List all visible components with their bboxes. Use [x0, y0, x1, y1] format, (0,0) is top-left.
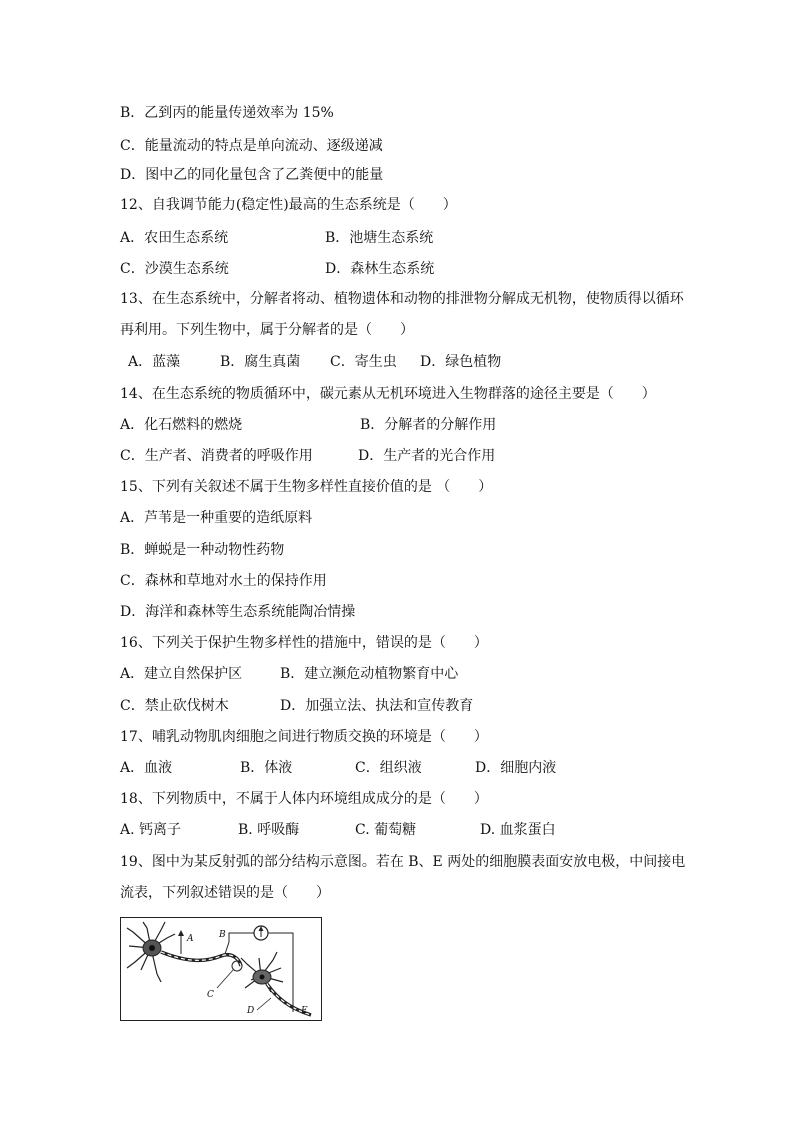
q17-option-b: B．体液: [240, 760, 293, 776]
q13-stem-line1: 13、在生态系统中，分解者将动、植物遗体和动物的排泄物分解成无机物，使物质得以循环: [120, 291, 684, 307]
prev-option-b: B．乙到丙的能量传递效率为 15%: [120, 105, 334, 121]
q12-option-d: D．森林生态系统: [325, 261, 435, 277]
q15-option-c: C．森林和草地对水土的保持作用: [120, 573, 327, 589]
q18-option-a: A. 钙离子: [120, 822, 182, 838]
q16-option-b: B．建立濒危动植物繁育中心: [280, 666, 459, 682]
q16-option-c: C．禁止砍伐树木: [120, 698, 229, 714]
prev-option-c: C．能量流动的特点是单向流动、逐级递减: [120, 138, 383, 154]
q14-stem: 14、在生态系统的物质循环中，碳元素从无机环境进入生物群落的途径主要是（ ）: [120, 386, 656, 402]
q14-option-b: B．分解者的分解作用: [360, 417, 497, 433]
q17-stem: 17、哺乳动物肌肉细胞之间进行物质交换的环境是（ ）: [120, 729, 488, 745]
q18-option-d: D. 血浆蛋白: [480, 822, 556, 838]
prev-option-d: D．图中乙的同化量包含了乙粪便中的能量: [120, 167, 384, 183]
q17-option-c: C．组织液: [355, 760, 422, 776]
reflex-arc-figure: [120, 917, 322, 1021]
q14-option-c: C．生产者、消费者的呼吸作用: [120, 448, 313, 464]
q19-stem-line1: 19、图中为某反射弧的部分结构示意图。若在 B、E 两处的细胞膜表面安放电极，中间接电: [120, 854, 686, 870]
q16-option-d: D．加强立法、执法和宣传教育: [280, 698, 474, 714]
q17-option-d: D．细胞内液: [475, 760, 557, 776]
q13-option-d: D．绿色植物: [420, 354, 502, 370]
q15-option-b: B．蝉蜕是一种动物性药物: [120, 542, 285, 558]
figure-label-b: B: [219, 930, 226, 940]
q12-stem: 12、自我调节能力(稳定性)最高的生态系统是（ ）: [120, 197, 457, 213]
figure-label-a: A: [187, 934, 194, 944]
q12-option-b: B．池塘生态系统: [325, 230, 434, 246]
q17-option-a: A．血液: [120, 760, 173, 776]
q19-stem-line2: 流表，下列叙述错误的是（ ）: [120, 885, 330, 901]
q15-stem: 15、下列有关叙述不属于生物多样性直接价值的是 （ ）: [120, 479, 493, 495]
q16-stem: 16、下列关于保护生物多样性的措施中，错误的是（ ）: [120, 635, 488, 651]
q13-option-a: A．蓝藻: [128, 354, 181, 370]
q18-option-c: C. 葡萄糖: [355, 822, 417, 838]
q13-option-b: B．腐生真菌: [220, 354, 301, 370]
q12-option-c: C．沙漠生态系统: [120, 261, 229, 277]
q14-option-d: D．生产者的光合作用: [358, 448, 496, 464]
q16-option-a: A．建立自然保护区: [120, 666, 243, 682]
q14-option-a: A．化石燃料的燃烧: [120, 417, 243, 433]
q15-option-a: A．芦苇是一种重要的造纸原料: [120, 510, 313, 526]
q18-stem: 18、下列物质中，不属于人体内环境组成成分的是（ ）: [120, 791, 488, 807]
q13-option-c: C．寄生虫: [330, 354, 397, 370]
q15-option-d: D．海洋和森林等生态系统能陶冶情操: [120, 604, 356, 620]
figure-label-e: E: [301, 1006, 308, 1016]
figure-label-d: D: [247, 1006, 255, 1016]
q12-option-a: A．农田生态系统: [120, 230, 229, 246]
q18-option-b: B. 呼吸酶: [238, 822, 300, 838]
q13-stem-line2: 再利用。下列生物中，属于分解者的是（ ）: [120, 322, 414, 338]
figure-label-c: C: [207, 990, 214, 1000]
